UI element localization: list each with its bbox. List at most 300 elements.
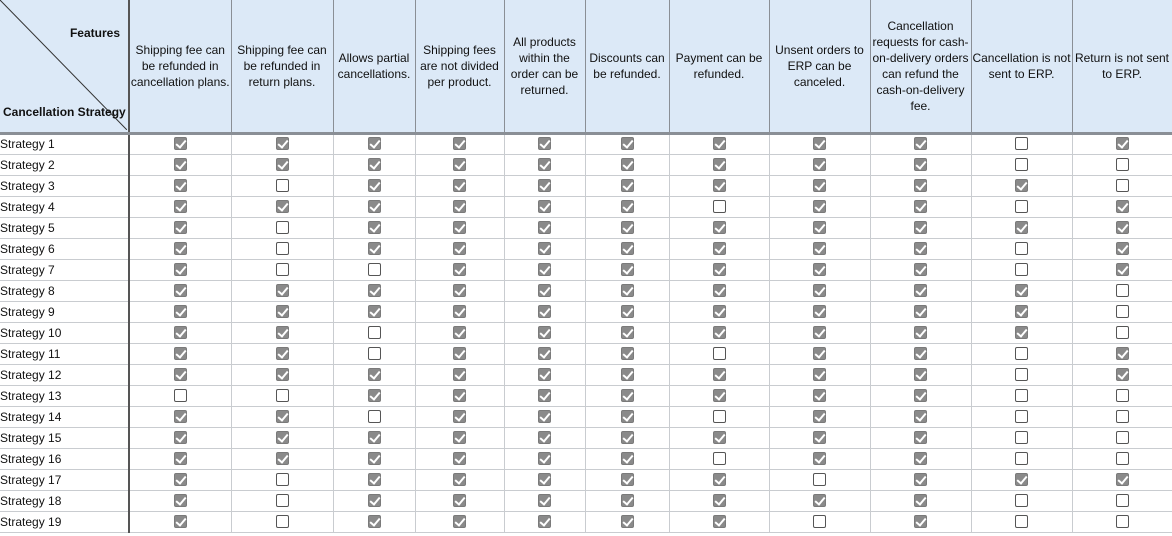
feature-cell <box>231 280 333 301</box>
strategy-name-cell: Strategy 6 <box>0 238 129 259</box>
unchecked-checkbox-icon[interactable] <box>1116 452 1129 465</box>
checked-checkbox-icon[interactable] <box>621 200 634 213</box>
feature-cell <box>585 385 669 406</box>
feature-cell <box>971 490 1072 511</box>
checked-checkbox-icon[interactable] <box>174 326 187 339</box>
feature-cell <box>971 280 1072 301</box>
unchecked-checkbox-icon[interactable] <box>713 410 726 423</box>
checked-checkbox-icon[interactable] <box>174 452 187 465</box>
checked-checkbox-icon[interactable] <box>174 410 187 423</box>
checked-checkbox-icon[interactable] <box>914 263 927 276</box>
unchecked-checkbox-icon[interactable] <box>1015 137 1028 150</box>
feature-cell <box>585 301 669 322</box>
feature-cell <box>870 448 971 469</box>
checked-checkbox-icon[interactable] <box>713 305 726 318</box>
feature-cell <box>231 448 333 469</box>
checked-checkbox-icon[interactable] <box>1015 284 1028 297</box>
feature-cell <box>870 175 971 196</box>
checked-checkbox-icon[interactable] <box>813 263 826 276</box>
unchecked-checkbox-icon[interactable] <box>174 389 187 402</box>
checked-checkbox-icon[interactable] <box>621 515 634 528</box>
unchecked-checkbox-icon[interactable] <box>1116 179 1129 192</box>
unchecked-checkbox-icon[interactable] <box>1116 305 1129 318</box>
unchecked-checkbox-icon[interactable] <box>1015 368 1028 381</box>
checked-checkbox-icon[interactable] <box>713 158 726 171</box>
checked-checkbox-icon[interactable] <box>538 515 551 528</box>
unchecked-checkbox-icon[interactable] <box>276 242 289 255</box>
unchecked-checkbox-icon[interactable] <box>713 347 726 360</box>
checked-checkbox-icon[interactable] <box>1116 221 1129 234</box>
checked-checkbox-icon[interactable] <box>453 494 466 507</box>
checked-checkbox-icon[interactable] <box>621 452 634 465</box>
feature-cell <box>504 301 585 322</box>
checked-checkbox-icon[interactable] <box>368 368 381 381</box>
checked-checkbox-icon[interactable] <box>713 326 726 339</box>
checked-checkbox-icon[interactable] <box>621 179 634 192</box>
checked-checkbox-icon[interactable] <box>538 410 551 423</box>
feature-cell <box>333 175 415 196</box>
checked-checkbox-icon[interactable] <box>914 179 927 192</box>
checked-checkbox-icon[interactable] <box>621 494 634 507</box>
checked-checkbox-icon[interactable] <box>1015 179 1028 192</box>
checked-checkbox-icon[interactable] <box>453 431 466 444</box>
feature-cell <box>669 196 769 217</box>
strategy-name-cell: Strategy 8 <box>0 280 129 301</box>
feature-cell <box>769 133 870 154</box>
checked-checkbox-icon[interactable] <box>538 473 551 486</box>
checked-checkbox-icon[interactable] <box>713 389 726 402</box>
table-row <box>0 448 1172 469</box>
checked-checkbox-icon[interactable] <box>914 368 927 381</box>
checked-checkbox-icon[interactable] <box>538 389 551 402</box>
feature-cell <box>971 364 1072 385</box>
unchecked-checkbox-icon[interactable] <box>1116 431 1129 444</box>
checked-checkbox-icon[interactable] <box>174 221 187 234</box>
feature-cell <box>415 490 504 511</box>
checked-checkbox-icon[interactable] <box>914 494 927 507</box>
checked-checkbox-icon[interactable] <box>174 431 187 444</box>
checked-checkbox-icon[interactable] <box>276 431 289 444</box>
checked-checkbox-icon[interactable] <box>538 158 551 171</box>
checked-checkbox-icon[interactable] <box>914 473 927 486</box>
checked-checkbox-icon[interactable] <box>368 305 381 318</box>
feature-cell <box>129 259 231 280</box>
feature-cell <box>669 301 769 322</box>
checked-checkbox-icon[interactable] <box>713 137 726 150</box>
feature-cell <box>333 385 415 406</box>
strategy-name-cell: Strategy 3 <box>0 175 129 196</box>
unchecked-checkbox-icon[interactable] <box>276 515 289 528</box>
checked-checkbox-icon[interactable] <box>538 452 551 465</box>
checked-checkbox-icon[interactable] <box>368 221 381 234</box>
table-row <box>0 238 1172 259</box>
unchecked-checkbox-icon[interactable] <box>1015 263 1028 276</box>
checked-checkbox-icon[interactable] <box>713 263 726 276</box>
feature-cell <box>769 322 870 343</box>
checked-checkbox-icon[interactable] <box>914 389 927 402</box>
unchecked-checkbox-icon[interactable] <box>1015 158 1028 171</box>
checked-checkbox-icon[interactable] <box>174 137 187 150</box>
unchecked-checkbox-icon[interactable] <box>1116 515 1129 528</box>
checked-checkbox-icon[interactable] <box>813 305 826 318</box>
checked-checkbox-icon[interactable] <box>453 326 466 339</box>
unchecked-checkbox-icon[interactable] <box>1015 389 1028 402</box>
feature-cell <box>504 280 585 301</box>
features-axis-label: Features <box>69 26 120 40</box>
unchecked-checkbox-icon[interactable] <box>276 179 289 192</box>
checked-checkbox-icon[interactable] <box>813 410 826 423</box>
feature-cell <box>415 511 504 532</box>
unchecked-checkbox-icon[interactable] <box>813 473 826 486</box>
feature-cell <box>1072 427 1172 448</box>
checked-checkbox-icon[interactable] <box>453 368 466 381</box>
checked-checkbox-icon[interactable] <box>453 158 466 171</box>
checked-checkbox-icon[interactable] <box>174 368 187 381</box>
checked-checkbox-icon[interactable] <box>1116 347 1129 360</box>
unchecked-checkbox-icon[interactable] <box>713 200 726 213</box>
checked-checkbox-icon[interactable] <box>621 284 634 297</box>
checked-checkbox-icon[interactable] <box>276 452 289 465</box>
strategy-name-cell: Strategy 19 <box>0 511 129 532</box>
feature-cell <box>870 133 971 154</box>
feature-cell <box>333 343 415 364</box>
checked-checkbox-icon[interactable] <box>453 305 466 318</box>
checked-checkbox-icon[interactable] <box>453 242 466 255</box>
checked-checkbox-icon[interactable] <box>174 515 187 528</box>
checked-checkbox-icon[interactable] <box>276 284 289 297</box>
checked-checkbox-icon[interactable] <box>453 389 466 402</box>
unchecked-checkbox-icon[interactable] <box>1015 515 1028 528</box>
feature-cell <box>1072 364 1172 385</box>
unchecked-checkbox-icon[interactable] <box>1116 389 1129 402</box>
checked-checkbox-icon[interactable] <box>1116 242 1129 255</box>
checked-checkbox-icon[interactable] <box>713 368 726 381</box>
checked-checkbox-icon[interactable] <box>713 515 726 528</box>
checked-checkbox-icon[interactable] <box>713 284 726 297</box>
unchecked-checkbox-icon[interactable] <box>1116 326 1129 339</box>
feature-cell <box>231 133 333 154</box>
feature-cell <box>129 511 231 532</box>
checked-checkbox-icon[interactable] <box>276 368 289 381</box>
checked-checkbox-icon[interactable] <box>368 494 381 507</box>
feature-cell <box>231 238 333 259</box>
feature-cell <box>585 217 669 238</box>
feature-cell <box>870 280 971 301</box>
feature-cell <box>669 406 769 427</box>
feature-cell <box>769 427 870 448</box>
unchecked-checkbox-icon[interactable] <box>368 326 381 339</box>
feature-cell <box>669 154 769 175</box>
checked-checkbox-icon[interactable] <box>453 179 466 192</box>
checked-checkbox-icon[interactable] <box>538 263 551 276</box>
feature-cell <box>231 385 333 406</box>
unchecked-checkbox-icon[interactable] <box>368 347 381 360</box>
unchecked-checkbox-icon[interactable] <box>1015 410 1028 423</box>
checked-checkbox-icon[interactable] <box>453 452 466 465</box>
table-row <box>0 343 1172 364</box>
checked-checkbox-icon[interactable] <box>368 389 381 402</box>
feature-cell <box>971 511 1072 532</box>
checked-checkbox-icon[interactable] <box>276 137 289 150</box>
checked-checkbox-icon[interactable] <box>538 494 551 507</box>
checked-checkbox-icon[interactable] <box>813 158 826 171</box>
checked-checkbox-icon[interactable] <box>276 158 289 171</box>
unchecked-checkbox-icon[interactable] <box>368 410 381 423</box>
checked-checkbox-icon[interactable] <box>174 263 187 276</box>
checked-checkbox-icon[interactable] <box>276 305 289 318</box>
checked-checkbox-icon[interactable] <box>621 221 634 234</box>
checked-checkbox-icon[interactable] <box>914 347 927 360</box>
checked-checkbox-icon[interactable] <box>538 326 551 339</box>
checked-checkbox-icon[interactable] <box>453 515 466 528</box>
feature-cell <box>769 238 870 259</box>
feature-cell <box>415 385 504 406</box>
checked-checkbox-icon[interactable] <box>713 242 726 255</box>
strategy-name-cell: Strategy 7 <box>0 259 129 280</box>
feature-cell <box>333 154 415 175</box>
checked-checkbox-icon[interactable] <box>813 284 826 297</box>
checked-checkbox-icon[interactable] <box>914 284 927 297</box>
checked-checkbox-icon[interactable] <box>276 326 289 339</box>
checked-checkbox-icon[interactable] <box>276 200 289 213</box>
checked-checkbox-icon[interactable] <box>621 347 634 360</box>
checked-checkbox-icon[interactable] <box>538 368 551 381</box>
checked-checkbox-icon[interactable] <box>368 158 381 171</box>
checked-checkbox-icon[interactable] <box>368 452 381 465</box>
feature-cell <box>585 196 669 217</box>
checked-checkbox-icon[interactable] <box>453 221 466 234</box>
checked-checkbox-icon[interactable] <box>538 137 551 150</box>
checked-checkbox-icon[interactable] <box>453 347 466 360</box>
table-row <box>0 406 1172 427</box>
checked-checkbox-icon[interactable] <box>621 326 634 339</box>
checked-checkbox-icon[interactable] <box>1015 221 1028 234</box>
checked-checkbox-icon[interactable] <box>813 494 826 507</box>
checked-checkbox-icon[interactable] <box>174 284 187 297</box>
checked-checkbox-icon[interactable] <box>1116 368 1129 381</box>
feature-cell <box>585 259 669 280</box>
checked-checkbox-icon[interactable] <box>538 179 551 192</box>
checked-checkbox-icon[interactable] <box>174 473 187 486</box>
feature-cell <box>585 175 669 196</box>
checked-checkbox-icon[interactable] <box>538 284 551 297</box>
feature-cell <box>669 238 769 259</box>
strategy-name-cell: Strategy 2 <box>0 154 129 175</box>
feature-cell <box>504 154 585 175</box>
checked-checkbox-icon[interactable] <box>914 515 927 528</box>
feature-cell <box>870 301 971 322</box>
unchecked-checkbox-icon[interactable] <box>813 515 826 528</box>
checked-checkbox-icon[interactable] <box>368 137 381 150</box>
unchecked-checkbox-icon[interactable] <box>1116 158 1129 171</box>
feature-column-header: Discounts can be refunded. <box>585 0 669 133</box>
feature-cell <box>504 511 585 532</box>
checked-checkbox-icon[interactable] <box>713 221 726 234</box>
checked-checkbox-icon[interactable] <box>368 200 381 213</box>
feature-cell <box>1072 301 1172 322</box>
unchecked-checkbox-icon[interactable] <box>1116 410 1129 423</box>
checked-checkbox-icon[interactable] <box>914 326 927 339</box>
unchecked-checkbox-icon[interactable] <box>713 452 726 465</box>
table-row <box>0 301 1172 322</box>
unchecked-checkbox-icon[interactable] <box>368 263 381 276</box>
unchecked-checkbox-icon[interactable] <box>276 473 289 486</box>
unchecked-checkbox-icon[interactable] <box>1015 242 1028 255</box>
feature-cell <box>415 259 504 280</box>
checked-checkbox-icon[interactable] <box>453 284 466 297</box>
checked-checkbox-icon[interactable] <box>174 200 187 213</box>
feature-cell <box>669 469 769 490</box>
checked-checkbox-icon[interactable] <box>914 305 927 318</box>
feature-cell <box>1072 448 1172 469</box>
checked-checkbox-icon[interactable] <box>813 347 826 360</box>
feature-cell <box>585 406 669 427</box>
feature-cell <box>769 448 870 469</box>
checked-checkbox-icon[interactable] <box>174 347 187 360</box>
unchecked-checkbox-icon[interactable] <box>1015 431 1028 444</box>
checked-checkbox-icon[interactable] <box>813 431 826 444</box>
checked-checkbox-icon[interactable] <box>368 179 381 192</box>
feature-cell <box>1072 217 1172 238</box>
checked-checkbox-icon[interactable] <box>1116 473 1129 486</box>
checked-checkbox-icon[interactable] <box>713 431 726 444</box>
checked-checkbox-icon[interactable] <box>813 200 826 213</box>
checked-checkbox-icon[interactable] <box>621 158 634 171</box>
feature-cell <box>971 469 1072 490</box>
unchecked-checkbox-icon[interactable] <box>1015 347 1028 360</box>
checked-checkbox-icon[interactable] <box>368 284 381 297</box>
feature-cell <box>585 280 669 301</box>
unchecked-checkbox-icon[interactable] <box>276 221 289 234</box>
checked-checkbox-icon[interactable] <box>813 452 826 465</box>
checked-checkbox-icon[interactable] <box>713 473 726 486</box>
checked-checkbox-icon[interactable] <box>453 473 466 486</box>
checked-checkbox-icon[interactable] <box>713 179 726 192</box>
checked-checkbox-icon[interactable] <box>621 410 634 423</box>
checked-checkbox-icon[interactable] <box>453 263 466 276</box>
checked-checkbox-icon[interactable] <box>914 200 927 213</box>
checked-checkbox-icon[interactable] <box>368 431 381 444</box>
feature-cell <box>769 364 870 385</box>
feature-column-header: Payment can be refunded. <box>669 0 769 133</box>
checked-checkbox-icon[interactable] <box>1116 263 1129 276</box>
feature-cell <box>669 511 769 532</box>
checked-checkbox-icon[interactable] <box>621 263 634 276</box>
feature-cell <box>669 133 769 154</box>
checked-checkbox-icon[interactable] <box>813 242 826 255</box>
checked-checkbox-icon[interactable] <box>914 242 927 255</box>
checked-checkbox-icon[interactable] <box>538 305 551 318</box>
feature-cell <box>585 322 669 343</box>
checked-checkbox-icon[interactable] <box>1015 473 1028 486</box>
feature-cell <box>669 364 769 385</box>
checked-checkbox-icon[interactable] <box>713 494 726 507</box>
checked-checkbox-icon[interactable] <box>453 137 466 150</box>
checked-checkbox-icon[interactable] <box>1116 200 1129 213</box>
strategy-name-cell: Strategy 5 <box>0 217 129 238</box>
checked-checkbox-icon[interactable] <box>1015 326 1028 339</box>
unchecked-checkbox-icon[interactable] <box>276 389 289 402</box>
checked-checkbox-icon[interactable] <box>174 158 187 171</box>
table-row <box>0 490 1172 511</box>
checked-checkbox-icon[interactable] <box>813 326 826 339</box>
checked-checkbox-icon[interactable] <box>538 200 551 213</box>
checked-checkbox-icon[interactable] <box>538 431 551 444</box>
checked-checkbox-icon[interactable] <box>914 431 927 444</box>
checked-checkbox-icon[interactable] <box>368 515 381 528</box>
table-row <box>0 469 1172 490</box>
feature-cell <box>129 322 231 343</box>
checked-checkbox-icon[interactable] <box>914 221 927 234</box>
feature-cell <box>415 133 504 154</box>
unchecked-checkbox-icon[interactable] <box>1015 494 1028 507</box>
checked-checkbox-icon[interactable] <box>1116 137 1129 150</box>
unchecked-checkbox-icon[interactable] <box>1015 200 1028 213</box>
feature-cell <box>231 406 333 427</box>
unchecked-checkbox-icon[interactable] <box>276 263 289 276</box>
checked-checkbox-icon[interactable] <box>813 368 826 381</box>
checked-checkbox-icon[interactable] <box>621 368 634 381</box>
feature-cell <box>1072 343 1172 364</box>
checked-checkbox-icon[interactable] <box>621 305 634 318</box>
checked-checkbox-icon[interactable] <box>174 242 187 255</box>
unchecked-checkbox-icon[interactable] <box>1015 452 1028 465</box>
feature-cell <box>769 301 870 322</box>
checked-checkbox-icon[interactable] <box>813 221 826 234</box>
checked-checkbox-icon[interactable] <box>621 473 634 486</box>
checked-checkbox-icon[interactable] <box>276 347 289 360</box>
checked-checkbox-icon[interactable] <box>174 179 187 192</box>
checked-checkbox-icon[interactable] <box>621 389 634 402</box>
feature-cell <box>769 175 870 196</box>
checked-checkbox-icon[interactable] <box>453 410 466 423</box>
checked-checkbox-icon[interactable] <box>174 305 187 318</box>
unchecked-checkbox-icon[interactable] <box>1116 494 1129 507</box>
checked-checkbox-icon[interactable] <box>813 179 826 192</box>
checked-checkbox-icon[interactable] <box>914 137 927 150</box>
table-row <box>0 259 1172 280</box>
checked-checkbox-icon[interactable] <box>813 389 826 402</box>
checked-checkbox-icon[interactable] <box>914 410 927 423</box>
feature-cell <box>129 175 231 196</box>
checked-checkbox-icon[interactable] <box>538 347 551 360</box>
checked-checkbox-icon[interactable] <box>538 221 551 234</box>
checked-checkbox-icon[interactable] <box>914 158 927 171</box>
checked-checkbox-icon[interactable] <box>174 494 187 507</box>
checked-checkbox-icon[interactable] <box>453 200 466 213</box>
feature-cell <box>231 217 333 238</box>
feature-cell <box>415 154 504 175</box>
feature-cell <box>415 301 504 322</box>
checked-checkbox-icon[interactable] <box>813 137 826 150</box>
checked-checkbox-icon[interactable] <box>621 242 634 255</box>
checked-checkbox-icon[interactable] <box>368 242 381 255</box>
checked-checkbox-icon[interactable] <box>621 431 634 444</box>
feature-cell <box>669 259 769 280</box>
unchecked-checkbox-icon[interactable] <box>1116 284 1129 297</box>
checked-checkbox-icon[interactable] <box>368 473 381 486</box>
feature-cell <box>769 511 870 532</box>
checked-checkbox-icon[interactable] <box>914 452 927 465</box>
checked-checkbox-icon[interactable] <box>538 242 551 255</box>
checked-checkbox-icon[interactable] <box>1015 305 1028 318</box>
checked-checkbox-icon[interactable] <box>276 410 289 423</box>
feature-cell <box>333 511 415 532</box>
feature-cell <box>415 217 504 238</box>
feature-cell <box>129 238 231 259</box>
unchecked-checkbox-icon[interactable] <box>276 494 289 507</box>
checked-checkbox-icon[interactable] <box>621 137 634 150</box>
